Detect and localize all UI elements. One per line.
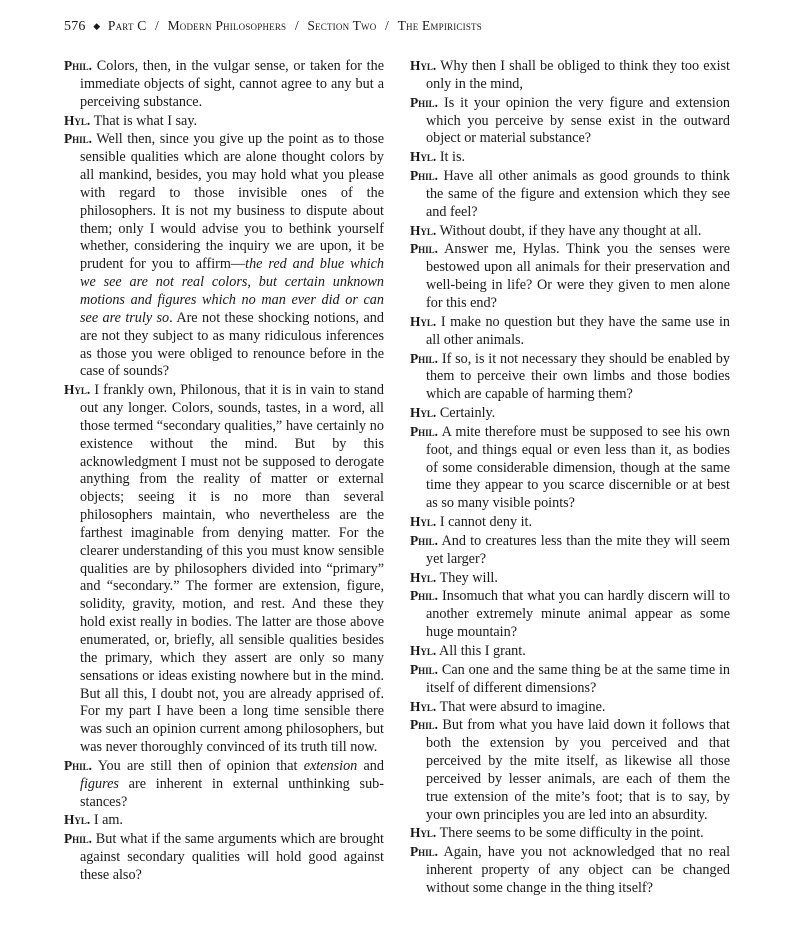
speaker-label: Hyl. [410,222,437,238]
speaker-label: Hyl. [410,514,437,530]
speech-text: are inherent in external unthinking substances? [80,775,384,810]
speaker-label: Hyl. [410,405,437,421]
speech-text: If so, is it not necessary they should be enabled by them to perceive their own limbs and those bodies which are capable of harming them? [426,350,730,403]
speech-text: They will. [439,569,498,586]
header-book-section: Modern Philosophers [167,18,287,33]
speech-paragraph [410,843,730,898]
speaker-label: Hyl. [410,825,437,841]
speech-text: Answer me, Hylas. Think you the senses were bestowed upon all animals for their preservation and well-being in life? Or were they given to men alone for this end? [426,241,730,311]
speaker-label: Hyl. [410,569,437,585]
speaker-label: Hyl. [410,149,437,165]
left-column [64,57,384,885]
speech-text: Well then, since you give up the point as to those sensible qualities which are alone thought colors by all mankind, besides, you may hold what you please with regard to those invisible ones of the philosophers. It is not my business to dispute about them; only I would advise you to bethink yourself whether, considering the inquiry we are upon, it be prudent for you to affirm— [80,131,384,273]
speaker-label: Phil. [410,241,439,257]
speech-paragraph [410,587,730,642]
speech-text: All this I grant. [439,643,526,659]
speech-paragraph [64,757,384,812]
speech-paragraph [410,532,730,569]
speech-text: It is. [439,149,466,166]
speech-text: That is what I say. [93,112,198,129]
speech-paragraph [410,313,730,350]
speech-text: Certainly. [439,405,496,422]
speech-text: But what if the same arguments which are brought against secondary qualities will hold good against these also? [80,831,384,883]
speech-text: Again, have you not acknowledged that no real inherent property of any object can be changed without some change in the thing itself? [426,844,731,896]
speech-text: I cannot deny it. [439,514,533,531]
speech-text: You are still then of opinion that [97,757,304,774]
speech-paragraph [64,811,384,830]
speech-paragraph [410,824,730,843]
emphasized-text: extension [303,757,358,774]
speech-paragraph [410,240,730,312]
speech-paragraph [64,830,384,885]
speech-paragraph [64,130,384,381]
speaker-label: Phil. [410,168,439,184]
speaker-label: Phil. [410,661,439,677]
speaker-label: Hyl. [410,58,437,73]
speech-paragraph [410,222,730,241]
speech-text: . Are not these shocking notions, and are not they subject to as many ridiculous inferences as those you were obliged to renounce before in the case of sounds? [80,309,384,380]
speech-paragraph [410,642,730,661]
speaker-label: Phil. [64,757,93,773]
speaker-label: Hyl. [64,812,91,828]
diamond-ornament-icon: ◆ [93,21,101,31]
speaker-label: Phil. [410,844,439,860]
speech-text: and [357,757,384,774]
speech-text: I frankly own, Philonous, that it is in vain to stand out any longer. Colors, sounds, tastes, in a word, all those termed “secondary qualities,” have certainly no existence without the mind. But by this acknowledgment I must not be supposed to derogate anything from the reality of matter or external objects; seeing it is no more than several philosophers maintain, who nevertheless are the farthest imaginable from denying matter. For the clearer understanding of this you must know sensible qualities are by philosophers divided into “primary” and “secondary.” The former are extension, figure, solidity, gravity, motion, and rest. And these they hold exist really in bodies. The latter are those above enumerated, or, briefly, all sensible qualities besides the primary, which they assert are only so many sensations or ideas existing nowhere but in the mind. But all this, I doubt not, you are already apprised of. For my part I have been a long time sensible there was such an opinion current among philosophers, but was never thoroughly convinced of its truth till now. [80,382,384,756]
speech-paragraph [410,57,730,94]
header-part: Part C [107,18,147,33]
speech-paragraph [410,404,730,423]
page-number: 576 [64,19,86,34]
speaker-label: Phil. [64,58,93,73]
header-separator: / [294,18,299,33]
speaker-label: Phil. [410,717,439,733]
speech-text: Can one and the same thing be at the same time in itself of different dimensions? [426,661,730,696]
speech-text: Have all other animals as good grounds to think the same of the figure and extension which they see and feel? [426,168,730,220]
speech-paragraph [410,94,730,149]
header-separator: / [155,18,159,33]
header-section: Section Two [307,18,377,33]
speech-paragraph [410,698,730,717]
speech-paragraph [410,350,730,405]
speech-paragraph [410,167,730,222]
speech-text: That were absurd to imagine. [439,698,606,715]
header-separator: / [385,18,389,33]
speech-paragraph [410,513,730,532]
speech-text: Is it your opinion the very figure and extension which you perceive by sense exist in the outward object or material substance? [426,94,731,147]
speaker-label: Hyl. [410,698,437,714]
speaker-label: Phil. [410,588,439,604]
speech-text: A mite therefore must be supposed to see his own foot, and things equal or even less than it, as bodies of some considerable dimension, though at the same time they appear to you scarce discernible or at best as so many visible points? [426,423,730,512]
speech-paragraph [64,381,384,757]
emphasized-text: figures [80,775,119,792]
speech-text: Colors, then, in the vulgar sense, or taken for the immediate objects of sight, cannot agree to any but a perceiving substance. [80,58,384,110]
speaker-label: Hyl. [64,112,91,128]
header-chapter: The Empiricists [397,18,482,33]
speech-text: There seems to be some difficulty in the point. [439,825,704,842]
speech-text: Without doubt, if they have any thought at all. [439,222,702,239]
speaker-label: Phil. [410,350,439,366]
speech-paragraph [410,569,730,588]
speech-text: Why then I shall be obliged to think they too exist only in the mind, [426,58,730,92]
speech-paragraph [64,112,384,131]
speaker-label: Phil. [64,131,93,147]
speech-paragraph [410,661,730,698]
speaker-label: Hyl. [410,313,437,329]
speaker-label: Hyl. [64,382,91,398]
right-column [410,57,730,898]
speech-text: I am. [93,812,123,829]
speaker-label: Phil. [410,532,439,548]
speaker-label: Phil. [410,94,439,110]
running-header [64,18,482,35]
speech-paragraph [410,148,730,167]
speech-text: But from what you have laid down it follows that both the extension by you perceived and that perceived by the mite itself, as likewise all those perceived by lesser animals, are each of them the true extension of the mite’s foot; that is to say, by your own principles you are led into an absurdity. [426,717,730,823]
speaker-label: Phil. [410,423,439,439]
speech-paragraph [410,716,730,824]
speech-text: And to creatures less than the mite they will seem yet larger? [426,532,730,567]
speaker-label: Hyl. [410,643,437,658]
speech-text: I make no question but they have the same use in all other animals. [426,313,731,348]
emphasized-text: the red and blue which we see are not real colors, but certain unknown motions and figures which no man ever did or can see are truly so [80,256,384,326]
speech-text: Insomuch that what you can hardly discern will to another extremely minute animal appear as some huge mountain? [426,588,730,641]
speech-paragraph [64,57,384,112]
speaker-label: Phil. [64,831,93,847]
speech-paragraph [410,423,730,513]
